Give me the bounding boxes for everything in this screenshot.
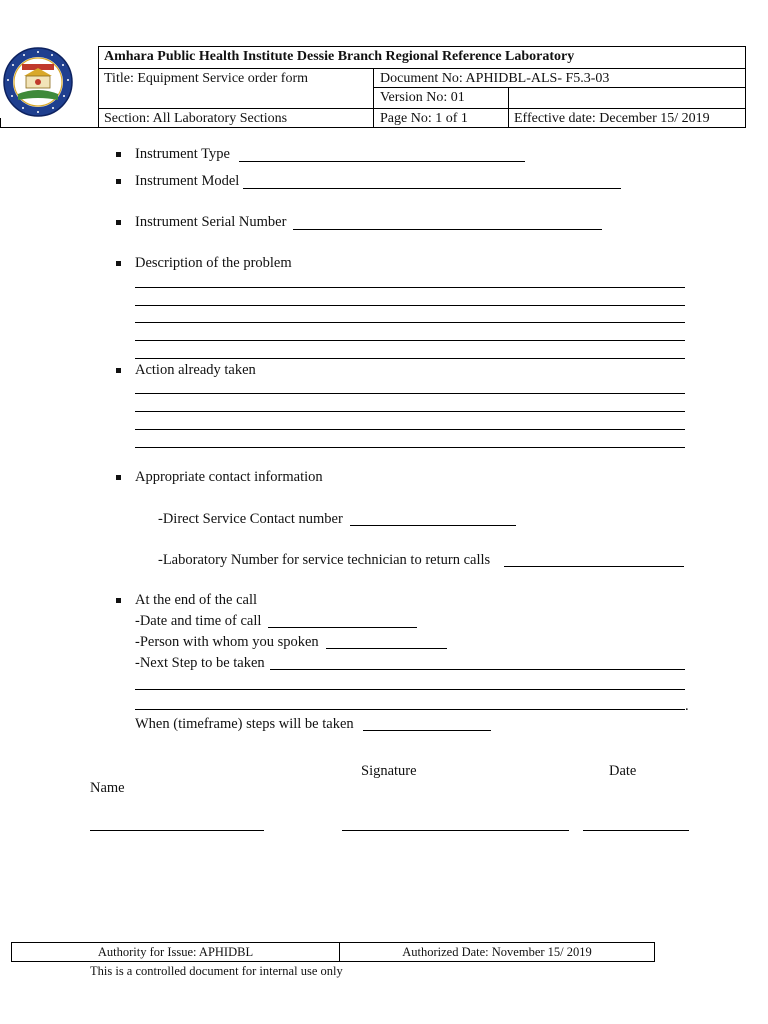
lab-number-label: -Laboratory Number for service technician to return calls [158, 552, 491, 568]
serial-number-label: Instrument Serial Number [135, 214, 287, 230]
header-row-divider-2 [373, 87, 746, 88]
timeframe-label: When (timeframe) steps will be taken [135, 716, 354, 732]
signature-label: Signature [361, 763, 417, 779]
action-taken-line-2[interactable] [135, 411, 685, 412]
page-number: Page No: 1 of 1 [380, 111, 468, 126]
timeframe-field[interactable] [363, 730, 491, 731]
problem-description-line-2[interactable] [135, 305, 685, 306]
problem-description-label: Description of the problem [135, 255, 292, 271]
date-time-label: -Date and time of call [135, 613, 262, 629]
bullet-icon [116, 598, 121, 603]
serial-number-field[interactable] [293, 229, 602, 230]
problem-description-line-5[interactable] [135, 358, 685, 359]
action-taken-line-3[interactable] [135, 429, 685, 430]
next-step-line-3[interactable] [135, 709, 685, 710]
next-step-period: . [685, 698, 689, 714]
bullet-icon [116, 475, 121, 480]
next-step-line-2[interactable] [135, 689, 685, 690]
action-taken-line-1[interactable] [135, 393, 685, 394]
document-header-table [98, 46, 746, 128]
instrument-model-field[interactable] [243, 188, 621, 189]
header-col-divider-1 [373, 68, 374, 128]
header-border-left [98, 46, 99, 128]
version-number: Version No: 01 [380, 90, 465, 105]
header-border-top [98, 46, 746, 47]
effective-date: Effective date: December 15/ 2019 [514, 111, 710, 126]
name-label: Name [90, 780, 125, 796]
header-left-stub-base [0, 127, 98, 128]
header-row-divider-1 [98, 68, 746, 69]
end-of-call-label: At the end of the call [135, 592, 257, 608]
problem-description-line-1[interactable] [135, 287, 685, 288]
bullet-icon [116, 261, 121, 266]
problem-description-line-4[interactable] [135, 340, 685, 341]
next-step-label: -Next Step to be taken [135, 655, 265, 671]
name-field[interactable] [90, 830, 264, 831]
bullet-icon [116, 152, 121, 157]
institute-seal-logo [2, 46, 74, 118]
problem-description-line-3[interactable] [135, 322, 685, 323]
header-col-divider-2 [508, 87, 509, 128]
document-number: Document No: APHIDBL-ALS- F5.3-03 [380, 71, 610, 86]
contact-info-label: Appropriate contact information [135, 469, 323, 485]
bullet-icon [116, 220, 121, 225]
date-time-field[interactable] [268, 627, 417, 628]
lab-number-field[interactable] [504, 566, 684, 567]
date-label: Date [609, 763, 637, 779]
instrument-type-label: Instrument Type [135, 146, 230, 162]
direct-contact-label: -Direct Service Contact number [158, 511, 343, 527]
bullet-icon [116, 179, 121, 184]
organization-name: Amhara Public Health Institute Dessie Branch Regional Reference Laboratory [104, 49, 575, 64]
authorized-date: Authorized Date: November 15/ 2019 [402, 945, 592, 959]
signature-field[interactable] [342, 830, 569, 831]
person-spoken-label: -Person with whom you spoken [135, 634, 319, 650]
header-border-bottom [98, 127, 746, 128]
controlled-document-note: This is a controlled document for internal use only [90, 964, 343, 978]
action-taken-label: Action already taken [135, 362, 256, 378]
form-title: Title: Equipment Service order form [104, 71, 308, 86]
person-spoken-field[interactable] [326, 648, 447, 649]
document-footer-table [11, 942, 655, 962]
action-taken-line-4[interactable] [135, 447, 685, 448]
date-field[interactable] [583, 830, 689, 831]
instrument-model-label: Instrument Model [135, 173, 240, 189]
direct-contact-field[interactable] [350, 525, 516, 526]
next-step-field[interactable] [270, 669, 685, 670]
header-row-divider-3 [98, 108, 746, 109]
authority-for-issue: Authority for Issue: APHIDBL [97, 945, 254, 959]
section-label: Section: All Laboratory Sections [104, 111, 288, 126]
bullet-icon [116, 368, 121, 373]
instrument-type-field[interactable] [239, 161, 525, 162]
